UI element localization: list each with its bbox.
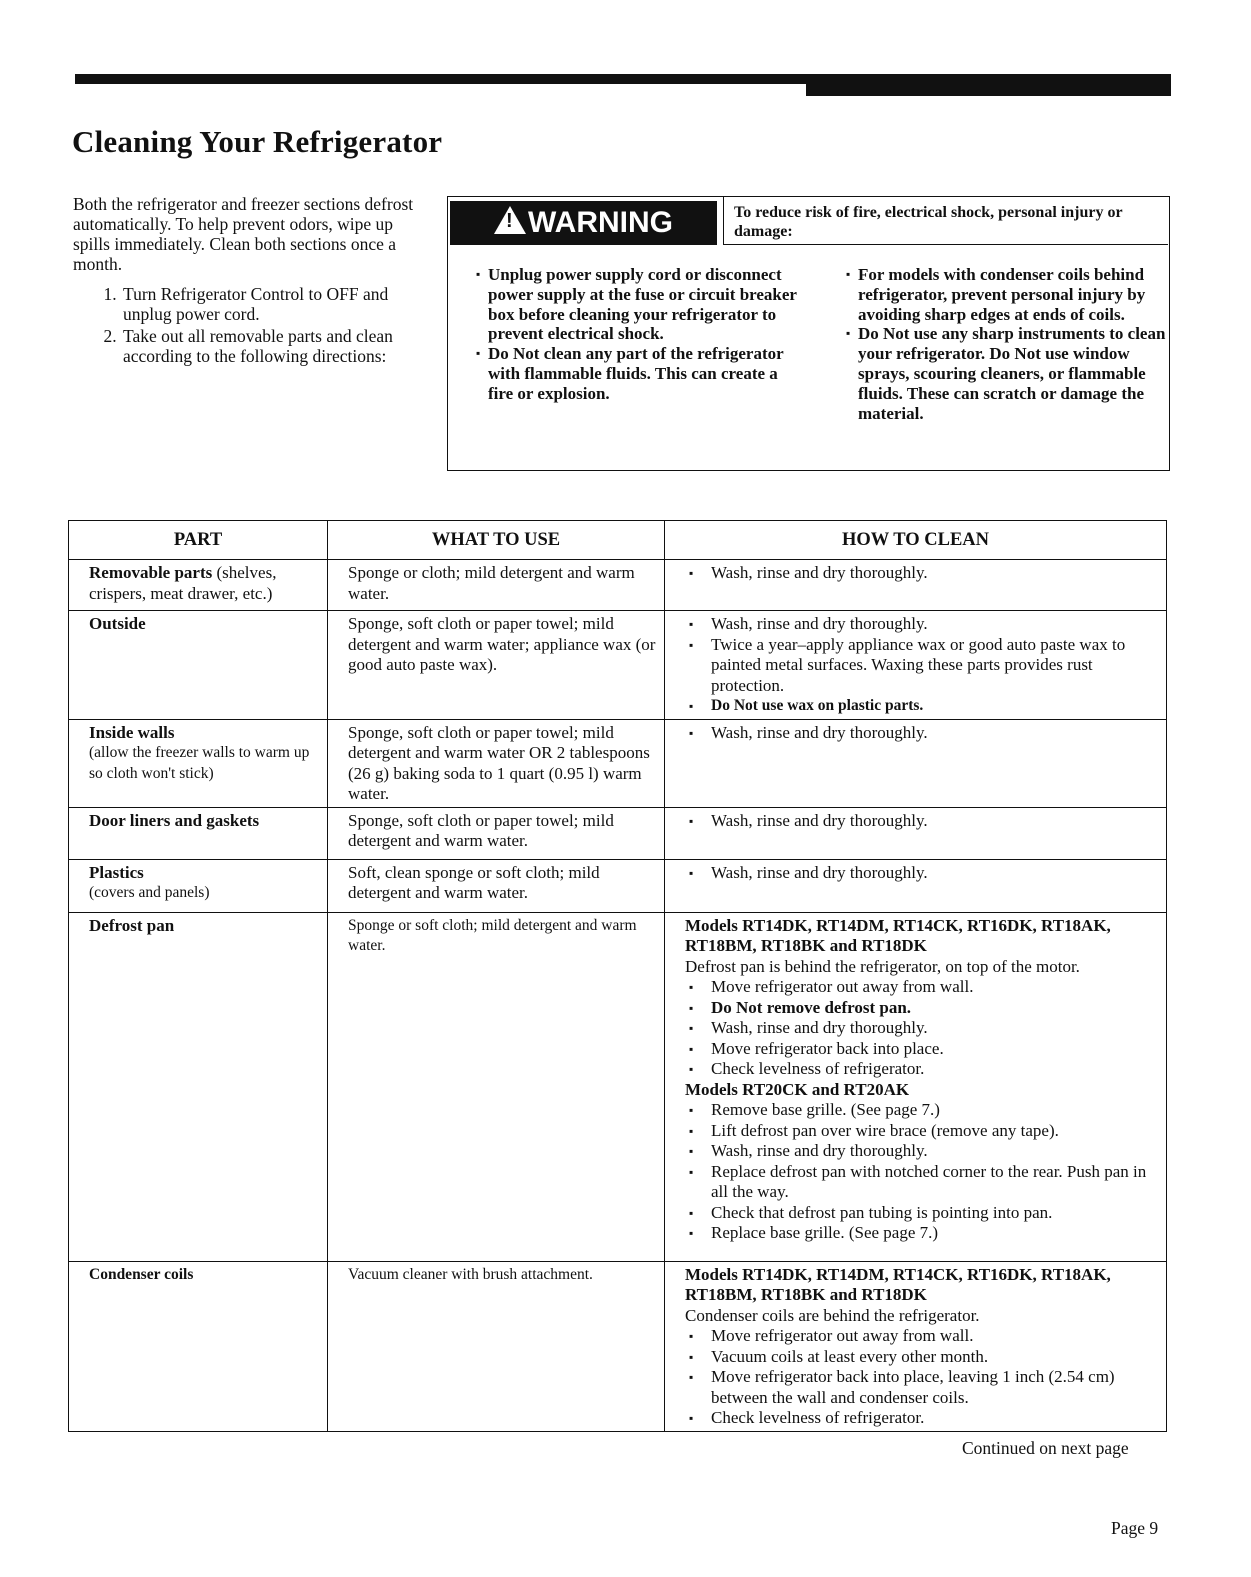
continued-note: Continued on next page <box>962 1438 1129 1458</box>
column-header-part: PART <box>69 521 328 560</box>
warning-right-column <box>848 265 1166 423</box>
how-step: ▪ Remove base grille. (See page 7.) <box>685 1100 1158 1121</box>
how-step: ▪ Do Not use wax on plastic parts. <box>685 696 1158 717</box>
table-row <box>69 611 1167 720</box>
use-cell: Vacuum cleaner with brush attachment. <box>328 1261 665 1431</box>
intro-paragraph: Both the refrigerator and freezer sections defrost automatically. To help prevent odors, wipe up spills immediately. Clean both sections once a month. <box>73 194 414 274</box>
part-cell <box>69 719 328 807</box>
column-header-what-to-use: WHAT TO USE <box>328 521 665 560</box>
warning-item: ▪ Unplug power supply cord or disconnect power supply at the fuse or circuit breaker box before cleaning your refrigerator to prevent electrical shock. <box>478 265 798 344</box>
cleaning-table <box>68 520 1167 1432</box>
how-step: ▪ Move refrigerator back into place. <box>685 1039 1158 1060</box>
how-step: ▪ Do Not remove defrost pan. <box>685 998 1158 1019</box>
use-cell: Sponge or soft cloth; mild detergent and warm water. <box>328 912 665 1261</box>
part-name: Condenser coils <box>89 1265 194 1283</box>
warning-triangle-icon <box>494 206 526 234</box>
how-step: ▪ Twice a year–apply appliance wax or good auto paste wax to painted metal surfaces. Waxing these parts provides rust protection. <box>685 635 1158 697</box>
how-step: ▪ Move refrigerator out away from wall. <box>685 1326 1158 1347</box>
part-cell <box>69 611 328 720</box>
warning-heading: To reduce risk of fire, electrical shock, personal injury or damage: <box>723 197 1168 245</box>
intro-steps <box>73 284 433 366</box>
column-header-how-to-clean: HOW TO CLEAN <box>665 521 1167 560</box>
how-step: ▪ Check levelness of refrigerator. <box>685 1059 1158 1080</box>
part-note: (covers and panels) <box>89 884 210 901</box>
how-step: ▪ Wash, rinse and dry thoroughly. <box>685 723 1158 744</box>
how-step: ▪ Check that defrost pan tubing is pointing into pan. <box>685 1203 1158 1224</box>
how-step: ▪ Move refrigerator back into place, leaving 1 inch (2.54 cm) between the wall and condenser coils. <box>685 1367 1158 1408</box>
part-cell <box>69 1261 328 1431</box>
how-step: ▪ Replace base grille. (See page 7.) <box>685 1223 1158 1244</box>
table-row <box>69 560 1167 611</box>
use-cell: Sponge, soft cloth or paper towel; mild detergent and warm water OR 2 tablespoons (26 g) baking soda to 1 quart (0.95 l) warm water. <box>328 719 665 807</box>
model-list: Models RT14DK, RT14DM, RT14CK, RT16DK, RT18AK, RT18BM, RT18BK and RT18DK <box>685 1264 1111 1304</box>
how-step: ▪ Wash, rinse and dry thoroughly. <box>685 563 1158 584</box>
how-step: ▪ Wash, rinse and dry thoroughly. <box>685 811 1158 832</box>
header-rule-tab <box>806 74 1171 96</box>
how-step: ▪ Wash, rinse and dry thoroughly. <box>685 614 1158 635</box>
how-description: Defrost pan is behind the refrigerator, on top of the motor. <box>685 956 1080 976</box>
table-row-condenser-coils <box>69 1261 1167 1431</box>
warning-label-text: WARNING <box>528 206 673 239</box>
warning-label <box>450 201 717 245</box>
warning-item: ▪ For models with condenser coils behind refrigerator, prevent personal injury by avoiding sharp edges at ends of coils. <box>848 265 1166 324</box>
how-description: Condenser coils are behind the refrigerator. <box>685 1305 980 1325</box>
part-name: Plastics <box>89 862 144 882</box>
how-step: ▪ Wash, rinse and dry thoroughly. <box>685 1141 1158 1162</box>
how-step: ▪ Check levelness of refrigerator. <box>685 1408 1158 1429</box>
how-step: ▪ Replace defrost pan with notched corner to the rear. Push pan in all the way. <box>685 1162 1158 1203</box>
intro-step: 1. Turn Refrigerator Control to OFF and unplug power cord. <box>121 284 433 324</box>
use-cell: Sponge, soft cloth or paper towel; mild detergent and warm water. <box>328 807 665 859</box>
warning-left-column <box>478 265 798 404</box>
part-name: Outside <box>89 614 146 633</box>
how-step: ▪ Lift defrost pan over wire brace (remove any tape). <box>685 1121 1158 1142</box>
model-list: Models RT20CK and RT20AK <box>685 1079 910 1099</box>
page-number: Page 9 <box>1111 1518 1159 1538</box>
warning-item: ▪ Do Not clean any part of the refrigerator with flammable fluids. This can create a fire or explosion. <box>478 344 798 403</box>
part-name: Door liners and gaskets <box>89 810 260 830</box>
table-row-defrost-pan <box>69 912 1167 1261</box>
how-cell <box>665 807 1167 859</box>
part-cell <box>69 859 328 912</box>
how-cell <box>665 859 1167 912</box>
use-cell: Soft, clean sponge or soft cloth; mild detergent and warm water. <box>328 859 665 912</box>
how-cell <box>665 1261 1167 1431</box>
intro-step: 2. Take out all removable parts and clean according to the following directions: <box>121 326 433 366</box>
part-name: Removable parts <box>89 563 213 582</box>
how-step: ▪ Move refrigerator out away from wall. <box>685 977 1158 998</box>
table-row <box>69 719 1167 807</box>
model-list: Models RT14DK, RT14DM, RT14CK, RT16DK, RT18AK, RT18BM, RT18BK and RT18DK <box>685 915 1111 955</box>
part-name: Defrost pan <box>89 915 175 935</box>
how-cell <box>665 912 1167 1261</box>
how-cell <box>665 611 1167 720</box>
warning-box <box>447 196 1170 471</box>
warning-item: ▪ Do Not use any sharp instruments to clean your refrigerator. Do Not use window sprays, scouring cleaners, or flammable fluids. These can scratch or damage the material. <box>848 324 1166 423</box>
how-step: ▪ Wash, rinse and dry thoroughly. <box>685 863 1158 884</box>
part-cell <box>69 912 328 1261</box>
use-cell: Sponge or cloth; mild detergent and warm water. <box>328 560 665 611</box>
part-note: (shelves, crispers, meat drawer, etc.) <box>89 563 277 603</box>
part-name: Inside walls <box>89 722 175 742</box>
how-step: ▪ Vacuum coils at least every other month. <box>685 1347 1158 1368</box>
use-cell: Sponge, soft cloth or paper towel; mild detergent and warm water; appliance wax (or good auto paste wax). <box>328 611 665 720</box>
part-cell <box>69 560 328 611</box>
table-header-row <box>69 521 1167 560</box>
part-cell <box>69 807 328 859</box>
page-title: Cleaning Your Refrigerator <box>72 124 443 159</box>
part-note: (allow the freezer walls to warm up so cloth won't stick) <box>89 744 310 782</box>
intro-section <box>73 194 433 368</box>
how-cell <box>665 560 1167 611</box>
how-step: ▪ Wash, rinse and dry thoroughly. <box>685 1018 1158 1039</box>
table-row <box>69 807 1167 859</box>
table-row <box>69 859 1167 912</box>
how-cell <box>665 719 1167 807</box>
